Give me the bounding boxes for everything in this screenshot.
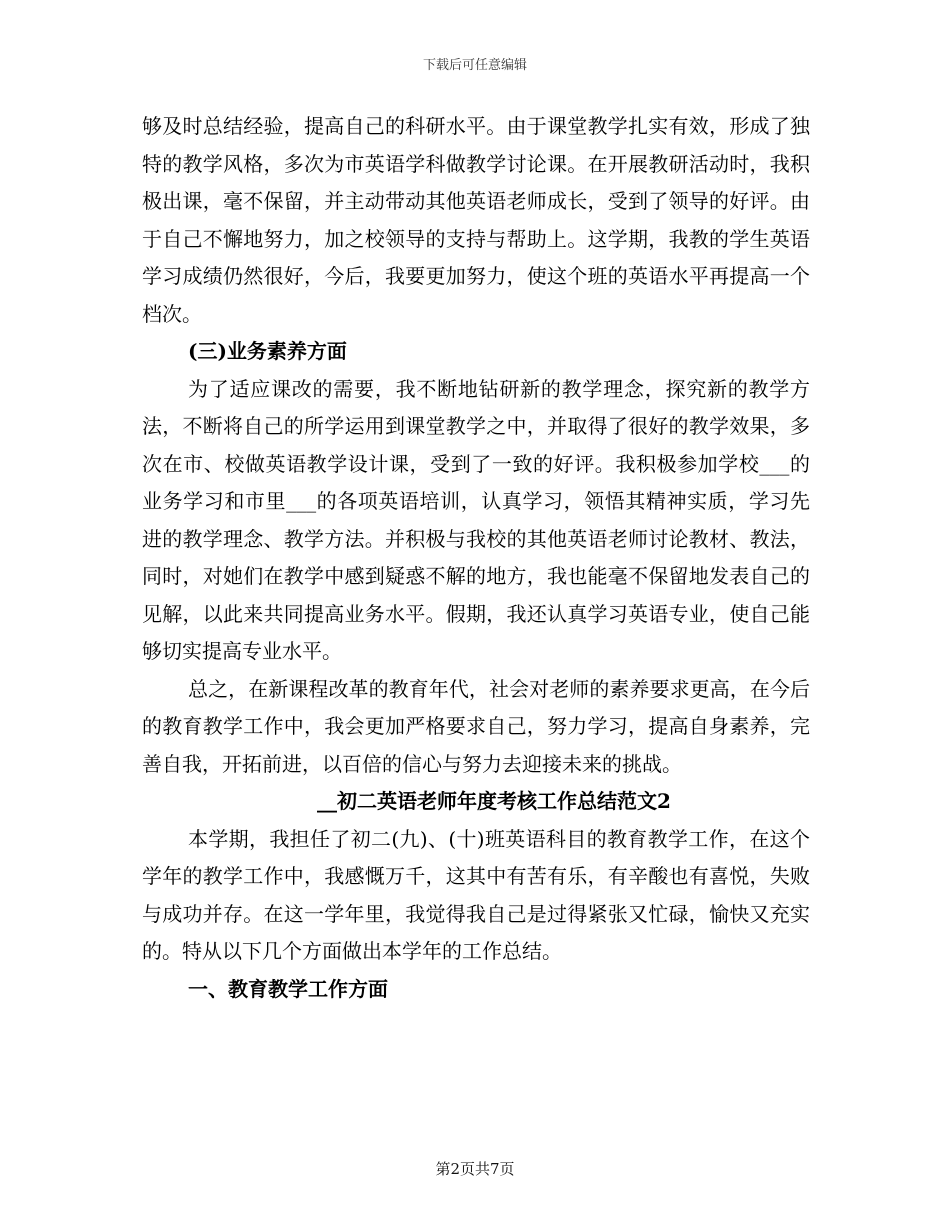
section-heading-teaching-work: 一、教育教学工作方面 — [188, 976, 388, 1001]
article-title-2: __初二英语老师年度考核工作总结范文2 — [317, 789, 671, 813]
paragraph-professional-quality: 为了适应课改的需要，我不断地钻研新的教学理念，探究新的教学方法，不断将自己的所学运用到课堂教学之中，并取得了很好的教学效果，多次在市、校做英语教学设计课，受到了一致的好评。我积极参加学校___的业务学习和市里___的各项英语培训，认真学习，领悟其精神实质，学习先进的教学理念、教学方法。并积极与我校的其他英语老师讨论教材、教法，同时，对她们在教学中感到疑惑不解的地方，我也能毫不保留地发表自己的见解，以此来共同提高业务水平。假期，我还认真学习英语专业，使自己能够切实提高专业水平。 — [142, 376, 810, 663]
document-body — [142, 108, 810, 1008]
page-number-indicator: 第2页共7页 — [435, 1160, 515, 1178]
paragraph-intro: 本学期，我担任了初二(九)、(十)班英语科目的教育教学工作，在这个学年的教学工作中，我感慨万千，这其中有苦有乐，有辛酸也有喜悦，失败与成功并存。在这一学年里，我觉得我自己是过得紧张又忙碌，愉快又充实的。特从以下几个方面做出本学年的工作总结。 — [142, 826, 810, 963]
paragraph-conclusion: 总之，在新课程改革的教育年代，社会对老师的素养要求更高，在今后的教育教学工作中，我会更加严格要求自己，努力学习，提高自身素养，完善自我，开拓前进，以百倍的信心与努力去迎接未来的挑战。 — [142, 676, 810, 776]
section-heading-professional-quality: (三)业务素养方面 — [188, 339, 347, 363]
paragraph-continued: 够及时总结经验，提高自己的科研水平。由于课堂教学扎实有效，形成了独特的教学风格，多次为市英语学科做教学讨论课。在开展教研活动时，我积极出课，毫不保留，并主动带动其他英语老师成长，受到了领导的好评。由于自己不懈地努力，加之校领导的支持与帮助上。这学期，我教的学生英语学习成绩仍然很好，今后，我要更加努力，使这个班的英语水平再提高一个档次。 — [142, 114, 810, 326]
page-header-note: 下载后可任意编辑 — [422, 58, 527, 73]
